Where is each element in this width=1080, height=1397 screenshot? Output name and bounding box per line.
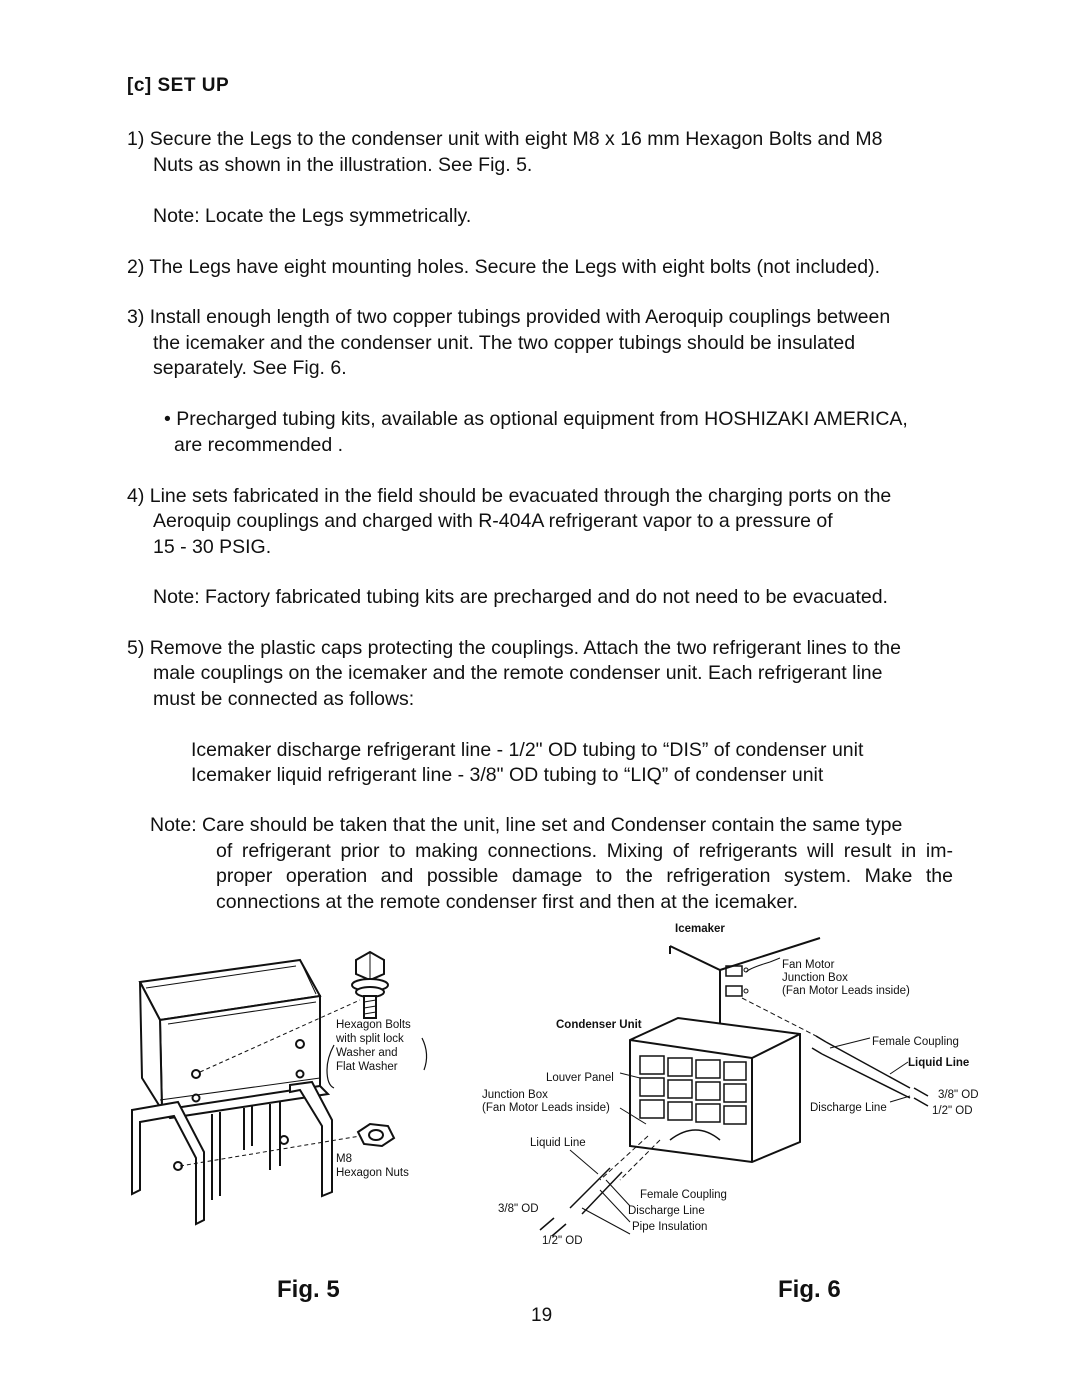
step-5-line-2: male couplings on the icemaker and the remote condenser unit. Each refrigerant line xyxy=(153,662,883,684)
step-1-line-2: Nuts as shown in the illustration. See Fig. 5. xyxy=(153,154,533,176)
hexagon-nuts-label-2: Hexagon Nuts xyxy=(336,1167,409,1179)
step-3-line-1: 3) Install enough length of two copper tubings provided with Aeroquip couplings between xyxy=(127,306,891,328)
fig6-illustration xyxy=(470,918,979,1258)
step-4-note: Note: Factory fabricated tubing kits are precharged and do not need to be evacuated. xyxy=(153,586,888,608)
hexagon-nuts-label-1: M8 xyxy=(336,1153,352,1165)
step-3-bullet-line-2: are recommended . xyxy=(174,434,344,456)
step-5-discharge-line: Icemaker discharge refrigerant line - 1/2" OD tubing to “DIS” of condenser unit xyxy=(191,739,864,761)
step-1-line-1: 1) Secure the Legs to the condenser unit with eight M8 x 16 mm Hexagon Bolts and M8 xyxy=(127,128,883,150)
step-4-line-1: 4) Line sets fabricated in the field should be evacuated through the charging ports on the xyxy=(127,485,892,507)
condenser-unit-label: Condenser Unit xyxy=(556,1019,642,1031)
step-1-note: Note: Locate the Legs symmetrically. xyxy=(153,205,472,227)
discharge-line-right-label: Discharge Line xyxy=(810,1102,887,1114)
page-number: 19 xyxy=(531,1305,553,1326)
liquid-line-right-label: Liquid Line xyxy=(908,1057,970,1069)
step-5-note-line-1: Note: Care should be taken that the unit, line set and Condenser contain the same type xyxy=(150,814,903,836)
fig5-caption: Fig. 5 xyxy=(277,1276,340,1303)
fig6-caption: Fig. 6 xyxy=(778,1276,841,1303)
step-5-note-line-2: of refrigerant prior to making connections. Mixing of refrigerants will result in im- xyxy=(216,840,953,862)
hexagon-bolts-label-2: with split lock xyxy=(336,1033,404,1045)
step-5-line-3: must be connected as follows: xyxy=(153,688,415,710)
step-3-bullet-line-1: • Precharged tubing kits, available as optional equipment from HOSHIZAKI AMERICA, xyxy=(164,408,908,430)
step-4-line-3: 15 - 30 PSIG. xyxy=(153,536,272,558)
step-5-line-1: 5) Remove the plastic caps protecting the couplings. Attach the two refrigerant lines to the xyxy=(127,637,901,659)
step-3-line-2: the icemaker and the condenser unit. The two copper tubings should be insulated xyxy=(153,332,856,354)
step-4-line-2: Aeroquip couplings and charged with R-404A refrigerant vapor to a pressure of xyxy=(153,510,833,532)
step-3-line-3: separately. See Fig. 6. xyxy=(153,357,347,379)
junction-box-label: Junction Box xyxy=(482,1089,548,1101)
step-2: 2) The Legs have eight mounting holes. Secure the Legs with eight bolts (not included). xyxy=(127,256,881,278)
od-12-right-label: 1/2" OD xyxy=(932,1105,973,1117)
fan-motor-label-3: (Fan Motor Leads inside) xyxy=(782,985,910,997)
discharge-line-bottom-label: Discharge Line xyxy=(628,1205,705,1217)
step-5-note-line-3: proper operation and possible damage to the refrigeration system. Make the xyxy=(216,865,953,887)
fan-motor-label-1: Fan Motor xyxy=(782,959,835,971)
fan-motor-label-2: Junction Box xyxy=(782,972,848,984)
female-coupling-bottom-label: Female Coupling xyxy=(640,1189,727,1201)
hexagon-bolts-label-3: Washer and xyxy=(336,1047,398,1059)
louver-panel-label: Louver Panel xyxy=(546,1072,614,1084)
liquid-line-left-label: Liquid Line xyxy=(530,1137,586,1149)
section-heading: [c] SET UP xyxy=(127,75,230,96)
od-38-bottom-label: 3/8" OD xyxy=(498,1203,539,1215)
hexagon-bolts-label-4: Flat Washer xyxy=(336,1061,398,1073)
od-12-bottom-label: 1/2" OD xyxy=(542,1235,583,1247)
female-coupling-right-label: Female Coupling xyxy=(872,1036,959,1048)
fig5-labels xyxy=(330,1014,440,1184)
junction-box-label-2: (Fan Motor Leads inside) xyxy=(482,1102,610,1114)
pipe-insulation-label: Pipe Insulation xyxy=(632,1221,708,1233)
step-5-liquid-line: Icemaker liquid refrigerant line - 3/8" OD tubing to “LIQ” of condenser unit xyxy=(191,764,824,786)
od-38-right-label: 3/8" OD xyxy=(938,1089,979,1101)
hexagon-bolts-label-1: Hexagon Bolts xyxy=(336,1019,411,1031)
icemaker-label: Icemaker xyxy=(675,923,725,935)
step-5-note-line-4: connections at the remote condenser first and then at the icemaker. xyxy=(216,891,799,913)
